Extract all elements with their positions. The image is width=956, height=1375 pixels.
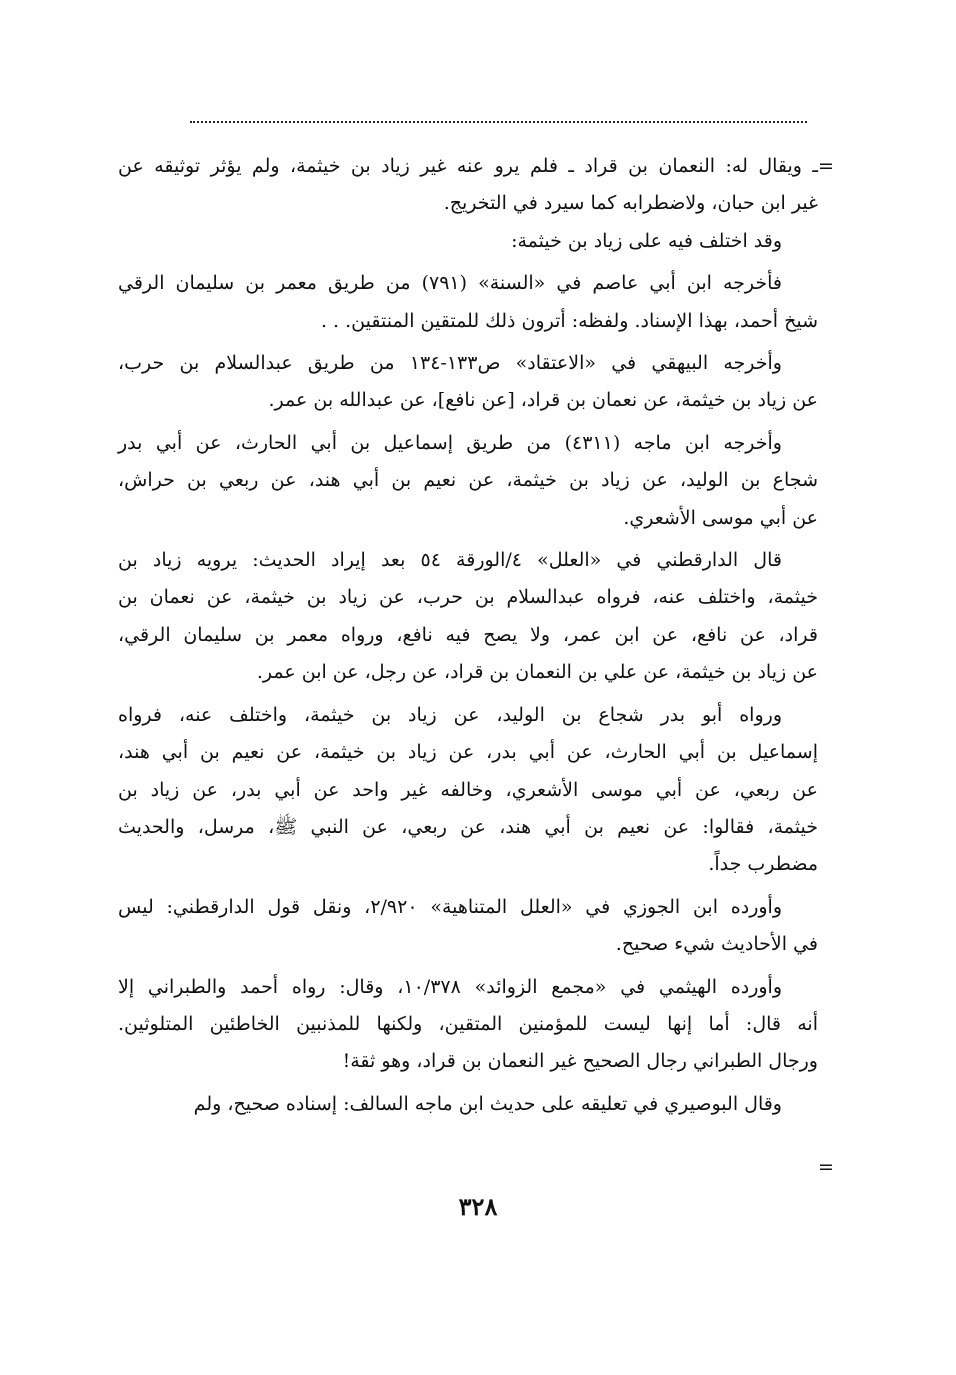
paragraph-5 <box>118 425 818 537</box>
text-line: وأخرجه البيهقي في «الاعتقاد» ص١٣٣-١٣٤ من طريق عبدالسلام بن حرب، <box>118 352 782 375</box>
paragraph-10 <box>118 1086 818 1123</box>
text-line: ورجال الطبراني رجال الصحيح غير النعمان بن قراد، وهو ثقة! <box>342 1050 818 1073</box>
text-line: ـ ويقال له: النعمان بن قراد ـ فلم يرو عنه غير زياد بن خيثمة، ولم يؤثر توثيقه عن <box>118 155 818 177</box>
continuation-mark-top: = <box>818 155 834 177</box>
paragraph-9 <box>118 969 818 1081</box>
paragraph-3 <box>118 265 818 340</box>
text-line: عن أبي موسى الأشعري. <box>623 506 818 529</box>
paragraph-1 <box>118 148 818 223</box>
text-line: في الأحاديث شيء صحيح. <box>615 933 818 956</box>
paragraph-8 <box>118 889 818 964</box>
text-line: مضطرب جداً. <box>708 853 818 876</box>
text-line: فأخرجه ابن أبي عاصم في «السنة» (٧٩١) من طريق معمر بن سليمان الرقي <box>118 272 783 295</box>
text-line: وأخرجه ابن ماجه (٤٣١١) من طريق إسماعيل بن أبي الحارث، عن أبي بدر <box>118 431 782 454</box>
text-line: خيثمة، فقالوا: عن نعيم بن أبي هند، عن ربعي، عن النبي ﷺ، مرسل، والحديث <box>118 815 818 838</box>
paragraph-7 <box>118 697 818 884</box>
text-line: أنه قال: أما إنها ليست للمؤمنين المتقين، ولكنها للمذنبين الخاطئين المتلوثين. <box>118 1012 818 1035</box>
footnote-separator-rule <box>190 121 807 123</box>
footnote-text-block <box>118 148 818 1123</box>
text-line: عن زياد بن خيثمة، عن علي بن النعمان بن قراد، عن رجل، عن ابن عمر. <box>256 661 818 684</box>
page-number: ٣٢٨ <box>458 1192 498 1221</box>
text-line: وقد اختلف فيه على زياد بن خيثمة: <box>511 229 782 252</box>
text-line: قراد، عن نافع، عن ابن عمر، ولا يصح فيه نافع، ورواه معمر بن سليمان الرقي، <box>118 623 818 646</box>
text-line: وقال البوصيري في تعليقه على حديث ابن ماجه السالف: إسناده صحيح، ولم <box>193 1092 782 1115</box>
text-line: وأورده الهيثمي في «مجمع الزوائد» ١٠/٣٧٨، وقال: رواه أحمد والطبراني إلا <box>118 975 782 998</box>
text-line: خيثمة، واختلف عنه، فرواه عبدالسلام بن حرب، عن زياد بن خيثمة، عن نعمان بن <box>118 586 818 609</box>
paragraph-4 <box>118 345 818 420</box>
text-line: ورواه أبو بدر شجاع بن الوليد، عن زياد بن خيثمة، واختلف عنه، فرواه <box>118 703 782 726</box>
text-line: عن زياد بن خيثمة، عن نعمان بن قراد، [عن نافع]، عن عبدالله بن عمر. <box>268 389 818 412</box>
text-line: شيخ أحمد، بهذا الإسناد. ولفظه: أترون ذلك للمتقين المنتقين. . . <box>320 309 818 332</box>
paragraph-2 <box>118 223 818 260</box>
text-line: عن ربعي، عن أبي موسى الأشعري، وخالفه غير واحد عن أبي بدر، عن زياد بن <box>118 778 818 801</box>
paragraph-6 <box>118 542 818 692</box>
text-line: إسماعيل بن أبي الحارث، عن أبي بدر، عن زياد بن خيثمة، عن نعيم بن أبي هند، <box>118 741 818 764</box>
text-line: وأورده ابن الجوزي في «العلل المتناهية» ٢/٩٢٠، ونقل قول الدارقطني: ليس <box>118 895 783 918</box>
continuation-mark-bottom: = <box>818 1156 834 1178</box>
text-line: شجاع بن الوليد، عن زياد بن خيثمة، عن نعيم بن أبي هند، عن ربعي بن حراش، <box>118 469 818 492</box>
text-line: قال الدارقطني في «العلل» ٤/الورقة ٥٤ بعد إيراد الحديث: يرويه زياد بن <box>118 549 782 572</box>
text-line: غير ابن حبان، ولاضطرابه كما سيرد في التخريج. <box>443 192 818 215</box>
